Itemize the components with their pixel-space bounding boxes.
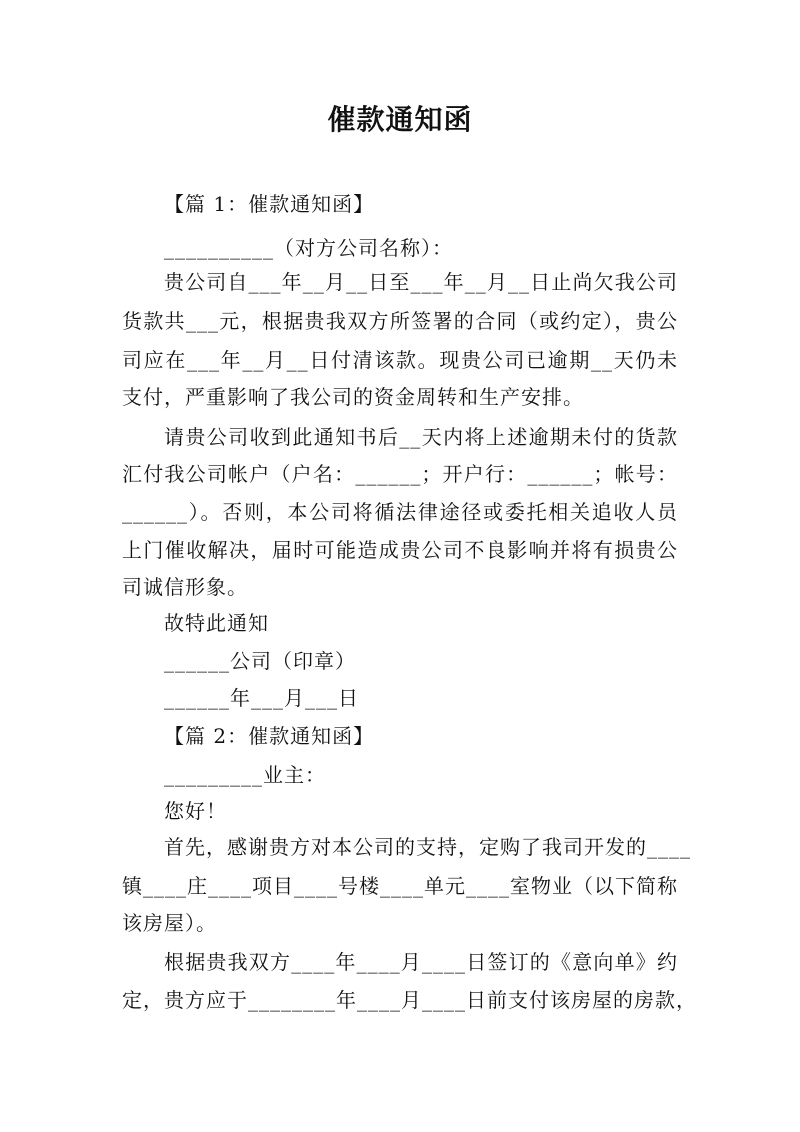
- date-line: ______年___月___日: [164, 686, 359, 710]
- addressee-line: __________（对方公司名称）：: [164, 236, 453, 260]
- paragraph-line: ______）。否则，本公司将循法律途径或委托相关追收人员: [122, 500, 678, 524]
- paragraph-line: 货款共___元，根据贵我双方所签署的合同（或约定），贵公: [122, 309, 678, 333]
- paragraph-line: 司应在___年__月__日付清该款。现贵公司已逾期__天仍未: [122, 348, 678, 372]
- paragraph-line: 支付，严重影响了我公司的资金周转和生产安排。: [122, 385, 584, 409]
- paragraph-line: 上门催收解决，届时可能造成贵公司不良影响并将有损贵公: [122, 538, 678, 562]
- document-title: 催款通知函: [327, 103, 473, 136]
- greeting-line: 您好！: [164, 799, 227, 823]
- paragraph-line: 司诚信形象。: [122, 575, 248, 599]
- addressee-line: _________业主：: [164, 763, 326, 787]
- paragraph-line: 该房屋）。: [122, 911, 217, 935]
- section-heading-1: 【篇 1：催款通知函】: [164, 192, 375, 216]
- paragraph-line: 贵公司自___年__月__日至___年__月__日止尚欠我公司: [164, 270, 678, 294]
- signature-line: ______公司（印章）: [164, 649, 356, 673]
- paragraph-line: 请贵公司收到此通知书后__天内将上述逾期未付的货款: [164, 425, 678, 449]
- paragraph-line: 定，贵方应于________年____月____日前支付该房屋的房款，: [122, 988, 697, 1012]
- paragraph-line: 汇付我公司帐户（户名：______；开户行：______；帐号：: [122, 462, 678, 486]
- section-heading-2: 【篇 2：催款通知函】: [164, 724, 375, 748]
- paragraph-line: 根据贵我双方____年____月____日签订的《意向单》约: [164, 950, 678, 974]
- closing-line: 故特此通知: [164, 611, 269, 635]
- paragraph-line: 首先，感谢贵方对本公司的支持，定购了我司开发的____: [164, 835, 691, 859]
- paragraph-line: 镇____庄____项目____号楼____单元____室物业（以下简称: [122, 874, 678, 898]
